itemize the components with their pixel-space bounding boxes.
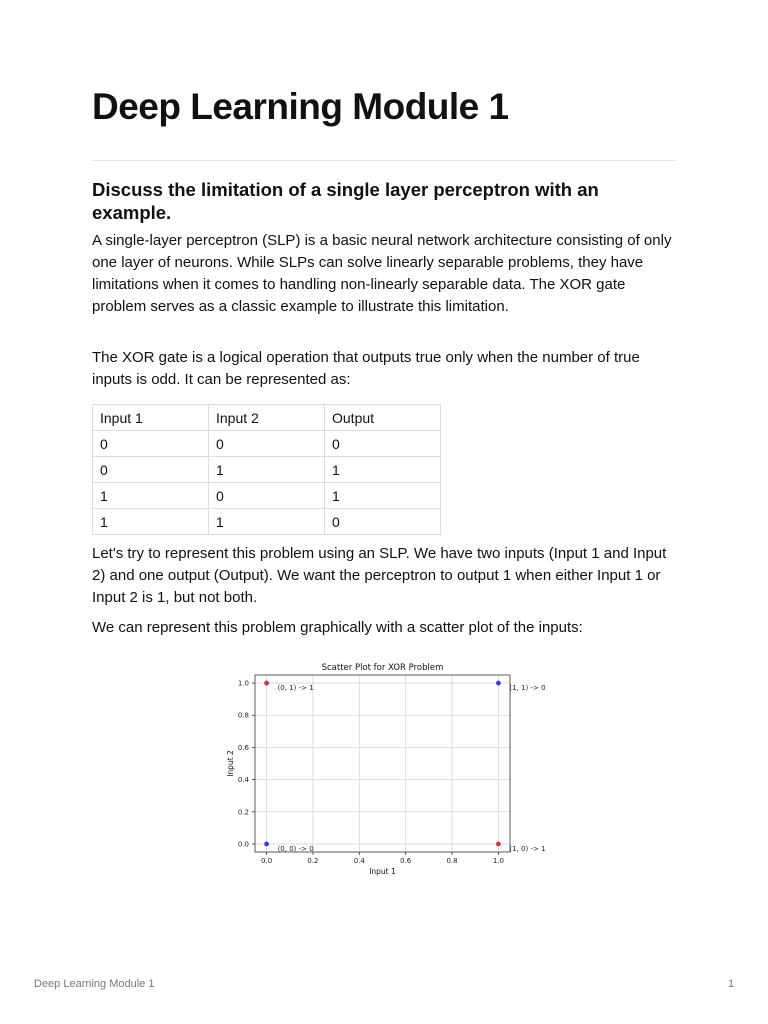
x-tick-label: 0.8: [446, 857, 458, 865]
y-tick-label: 0.8: [237, 711, 249, 720]
paragraph-intro: A single-layer perceptron (SLP) is a basic neural network architecture consisting of only one layer of neurons. While SLPs can solve linearly separable problems, they have limitations when it comes to handling non-linearly separable data. The XOR gate problem serves as a classic example to illustrate this limitation.: [92, 232, 672, 315]
table-cell: 1: [209, 457, 325, 483]
y-tick-label: 0.0: [237, 840, 249, 849]
x-tick-label: 0.2: [307, 857, 319, 865]
x-tick-label: 0.0: [261, 857, 273, 865]
scatter-point: [496, 681, 501, 686]
table-cell: 1: [93, 509, 209, 535]
paragraph-scatter-intro: We can represent this problem graphically with a scatter plot of the inputs:: [92, 619, 583, 636]
table-row: [93, 431, 441, 457]
point-annotation: (1, 0) -> 1: [509, 844, 546, 853]
point-annotation: (0, 0) -> 0: [277, 844, 314, 853]
title-divider: [92, 160, 676, 161]
table-cell: 0: [325, 431, 441, 457]
table-cell: 0: [209, 431, 325, 457]
footer-page-number: 1: [728, 978, 735, 990]
paragraph-slp-attempt: Let's try to represent this problem using an SLP. We have two inputs (Input 1 and Input 2) and one output (Output). We want the perceptron to output 1 when either Input 1 or Input 2 is 1, but not both.: [92, 545, 667, 606]
table-header-input2: Input 2: [209, 405, 325, 431]
x-tick-label: 0.4: [353, 857, 365, 865]
table-cell: 1: [325, 483, 441, 509]
table-cell: 1: [209, 509, 325, 535]
page-title: Deep Learning Module 1: [92, 86, 509, 127]
xor-truth-table: [92, 404, 441, 535]
table-row: [93, 483, 441, 509]
table-cell: 0: [325, 509, 441, 535]
table-cell: 1: [93, 483, 209, 509]
table-cell: 0: [93, 431, 209, 457]
scatter-plot-svg: [225, 660, 547, 880]
scatter-point: [264, 842, 269, 847]
y-tick-label: 0.2: [237, 808, 249, 817]
table-header-row: [93, 405, 441, 431]
table-row: [93, 509, 441, 535]
xor-scatter-plot: [225, 660, 547, 880]
table-header-output: Output: [325, 405, 441, 431]
scatter-point: [496, 842, 501, 847]
x-axis-label: Input 1: [369, 867, 396, 876]
table-cell: 0: [209, 483, 325, 509]
point-annotation: (1, 1) -> 0: [509, 684, 546, 693]
x-tick-label: 0.6: [400, 857, 412, 865]
table-header-input1: Input 1: [93, 405, 209, 431]
chart-title: Scatter Plot for XOR Problem: [321, 663, 444, 673]
y-tick-label: 0.6: [237, 743, 249, 752]
table-row: [93, 457, 441, 483]
y-tick-label: 0.4: [237, 776, 249, 785]
y-tick-label: 1.0: [237, 679, 249, 688]
footer-document-title: Deep Learning Module 1: [34, 978, 155, 990]
paragraph-xor-definition: The XOR gate is a logical operation that outputs true only when the number of true inputs is odd. It can be represented as:: [92, 349, 640, 388]
scatter-point: [264, 681, 269, 686]
section-heading: Discuss the limitation of a single layer perceptron with an example.: [92, 179, 599, 223]
y-axis-label: Input 2: [226, 750, 235, 777]
table-cell: 0: [93, 457, 209, 483]
x-tick-label: 1.0: [492, 857, 504, 865]
point-annotation: (0, 1) -> 1: [277, 684, 314, 693]
table-cell: 1: [325, 457, 441, 483]
